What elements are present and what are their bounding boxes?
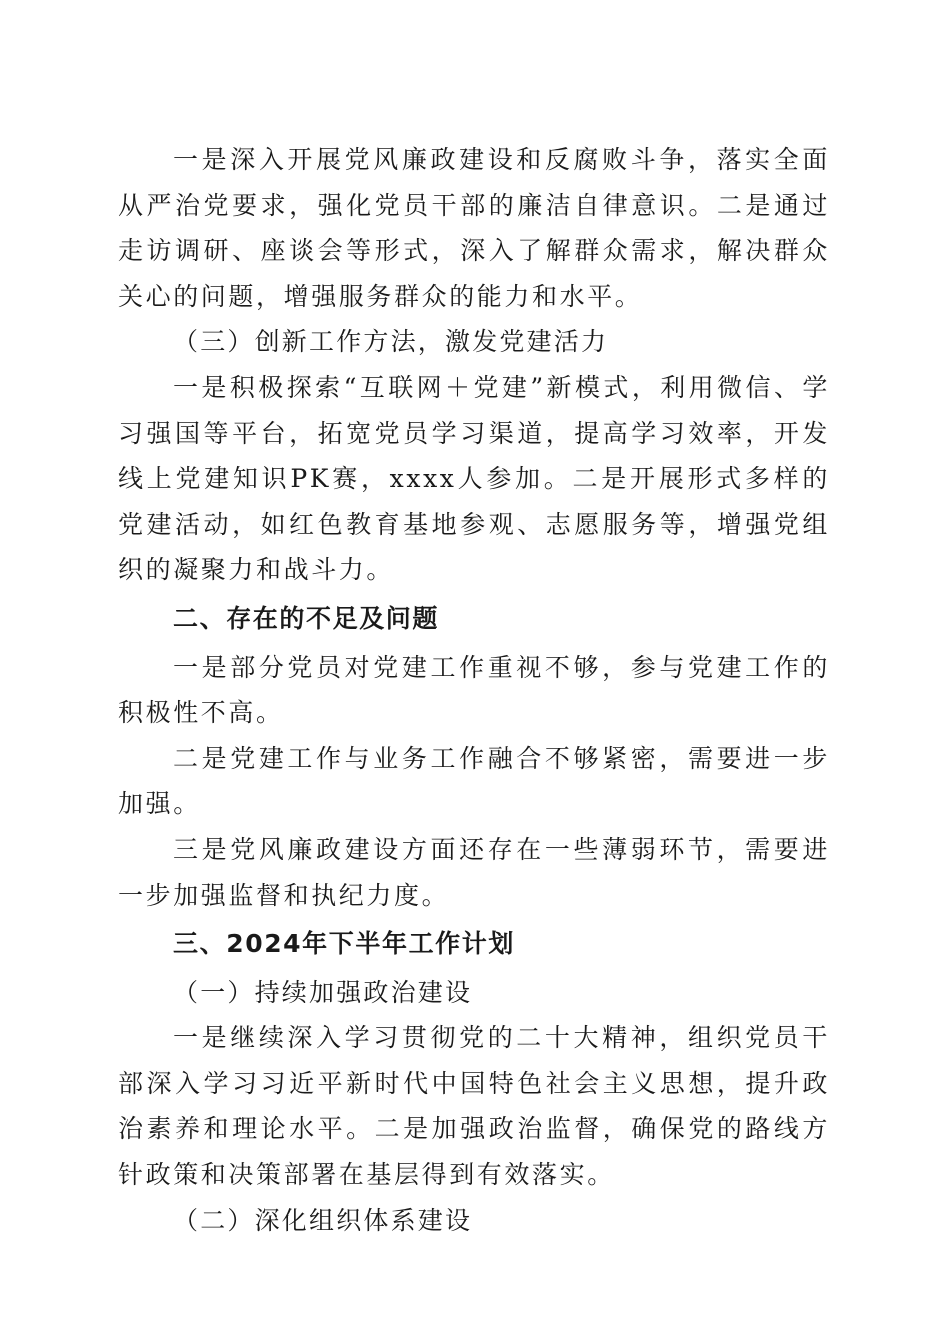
subheading-political-building: （一）持续加强政治建设 [173, 977, 473, 1007]
paragraph-internet-party-building: 一是积极探索“互联网＋党建”新模式，利用微信、学习强国等平台，拓宽党员学习渠道，提高学习效率，开发线上党建知识PK赛，xxxx人参加。二是开展形式多样的党建活动，如红色教育基地参观、志愿服务等，增强党组织的凝聚力和战斗力。 [118, 372, 830, 585]
paragraph-problem-3: 三是党风廉政建设方面还存在一些薄弱环节，需要进一步加强监督和执纪力度。 [118, 834, 830, 910]
document-body [118, 137, 830, 1243]
paragraph-problem-2: 二是党建工作与业务工作融合不够紧密，需要进一步加强。 [118, 743, 830, 819]
paragraph-political-study: 一是继续深入学习贯彻党的二十大精神，组织党员干部深入学习习近平新时代中国特色社会主义思想，提升政治素养和理论水平。二是加强政治监督，确保党的路线方针政策和决策部署在基层得到有效落实。 [118, 1023, 830, 1190]
paragraph-integrity-service: 一是深入开展党风廉政建设和反腐败斗争，落实全面从严治党要求，强化党员干部的廉洁自律意识。二是通过走访调研、座谈会等形式，深入了解群众需求，解决群众关心的问题，增强服务群众的能力和水平。 [118, 145, 830, 311]
heading-shortcomings: 二、存在的不足及问题 [173, 603, 440, 633]
paragraph-problem-1: 一是部分党员对党建工作重视不够，参与党建工作的积极性不高。 [118, 652, 830, 728]
subheading-innovate-methods: （三）创新工作方法，激发党建活力 [173, 327, 609, 357]
subheading-organization-system: （二）深化组织体系建设 [173, 1205, 473, 1235]
heading-work-plan: 三、2024年下半年工作计划 [173, 929, 515, 959]
